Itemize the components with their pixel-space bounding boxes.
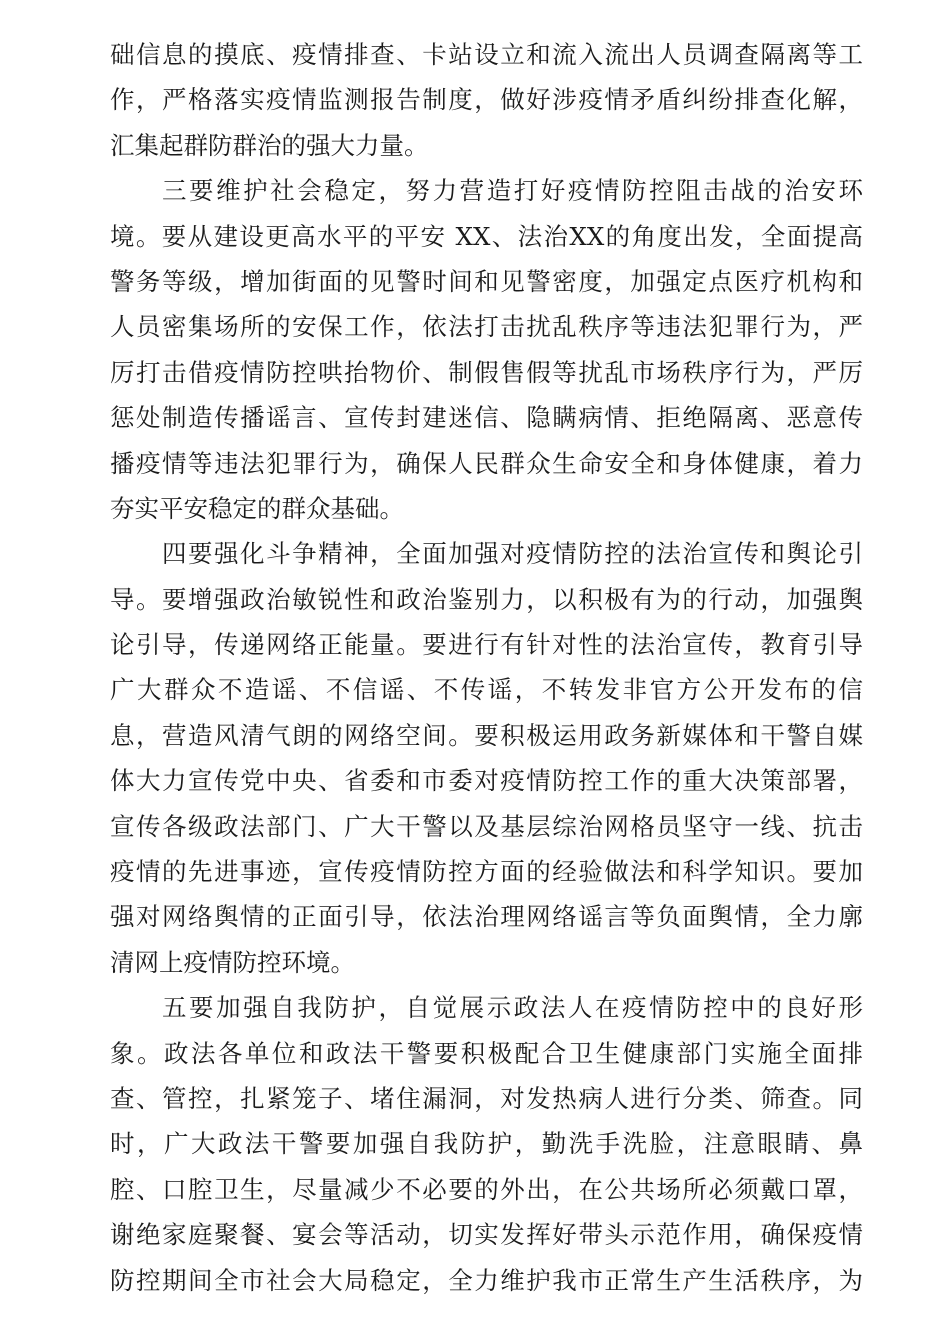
text-line: 广大群众不造谣、不信谣、不传谣，不转发非官方公开发布的信 <box>110 675 863 705</box>
text-line: 时，广大政法干警要加强自我防护，勤洗手洗脸，注意眼睛、鼻 <box>110 1129 863 1159</box>
text-line: 作，严格落实疫情监测报告制度，做好涉疫情矛盾纠纷排查化解， <box>110 85 863 115</box>
text-line: 警务等级，增加街面的见警时间和见警密度，加强定点医疗机构和 <box>110 266 863 296</box>
text-line: 清网上疫情防控环境。 <box>110 947 355 977</box>
text-line: 疫情的先进事迹，宣传疫情防控方面的经验做法和科学知识。要加 <box>110 857 863 887</box>
text-line: 宣传各级政法部门、广大干警以及基层综治网格员坚守一线、抗击 <box>110 811 863 841</box>
paragraph-3 <box>110 531 863 985</box>
text-line: 查、管控，扎紧笼子、堵住漏洞，对发热病人进行分类、筛查。同 <box>110 1083 863 1113</box>
text-line: 论引导，传递网络正能量。要进行有针对性的法治宣传，教育引导 <box>110 630 863 660</box>
text-line: 腔、口腔卫生，尽量减少不必要的外出，在公共场所必须戴口罩， <box>110 1174 863 1204</box>
paragraph-1 <box>110 32 863 168</box>
text-line: 播疫情等违法犯罪行为，确保人民群众生命安全和身体健康，着力 <box>110 448 863 478</box>
text-line: 人员密集场所的安保工作，依法打击扰乱秩序等违法犯罪行为，严 <box>110 312 863 342</box>
document-page <box>110 32 863 1303</box>
text-line: 惩处制造传播谣言、宣传封建迷信、隐瞒病情、拒绝隔离、恶意传 <box>110 403 863 433</box>
text-line: 四要强化斗争精神，全面加强对疫情防控的法治宣传和舆论引 <box>162 539 863 569</box>
text-line: 础信息的摸底、疫情排查、卡站设立和流入流出人员调查隔离等工 <box>110 40 863 69</box>
text-line: 五要加强自我防护，自觉展示政法人在疫情防控中的良好形 <box>162 993 863 1023</box>
text-line: 息，营造风清气朗的网络空间。要积极运用政务新媒体和干警自媒 <box>110 720 863 750</box>
text-line: 夯实平安稳定的群众基础。 <box>110 493 404 523</box>
text-line: 汇集起群防群治的强大力量。 <box>110 130 429 160</box>
text-line: 导。要增强政治敏锐性和政治鉴别力，以积极有为的行动，加强舆 <box>110 584 863 614</box>
paragraph-4 <box>110 985 863 1303</box>
text-line: 三要维护社会稳定，努力营造打好疫情防控阻击战的治安环 <box>162 176 863 206</box>
text-line: 谢绝家庭聚餐、宴会等活动，切实发挥好带头示范作用，确保疫情 <box>110 1220 863 1250</box>
text-line: 强对网络舆情的正面引导，依法治理网络谣言等负面舆情，全力廓 <box>110 902 863 932</box>
text-line: 象。政法各单位和政法干警要积极配合卫生健康部门实施全面排 <box>110 1038 863 1068</box>
text-line: 防控期间全市社会大局稳定，全力维护我市正常生产生活秩序，为 <box>110 1265 863 1295</box>
paragraph-2 <box>110 168 863 531</box>
text-line: 境。要从建设更高水平的平安 XX、法治XX的角度出发，全面提高 <box>110 221 863 251</box>
text-line: 厉打击借疫情防控哄抬物价、制假售假等扰乱市场秩序行为，严厉 <box>110 357 863 387</box>
text-line: 体大力宣传党中央、省委和市委对疫情防控工作的重大决策部署， <box>110 766 863 796</box>
